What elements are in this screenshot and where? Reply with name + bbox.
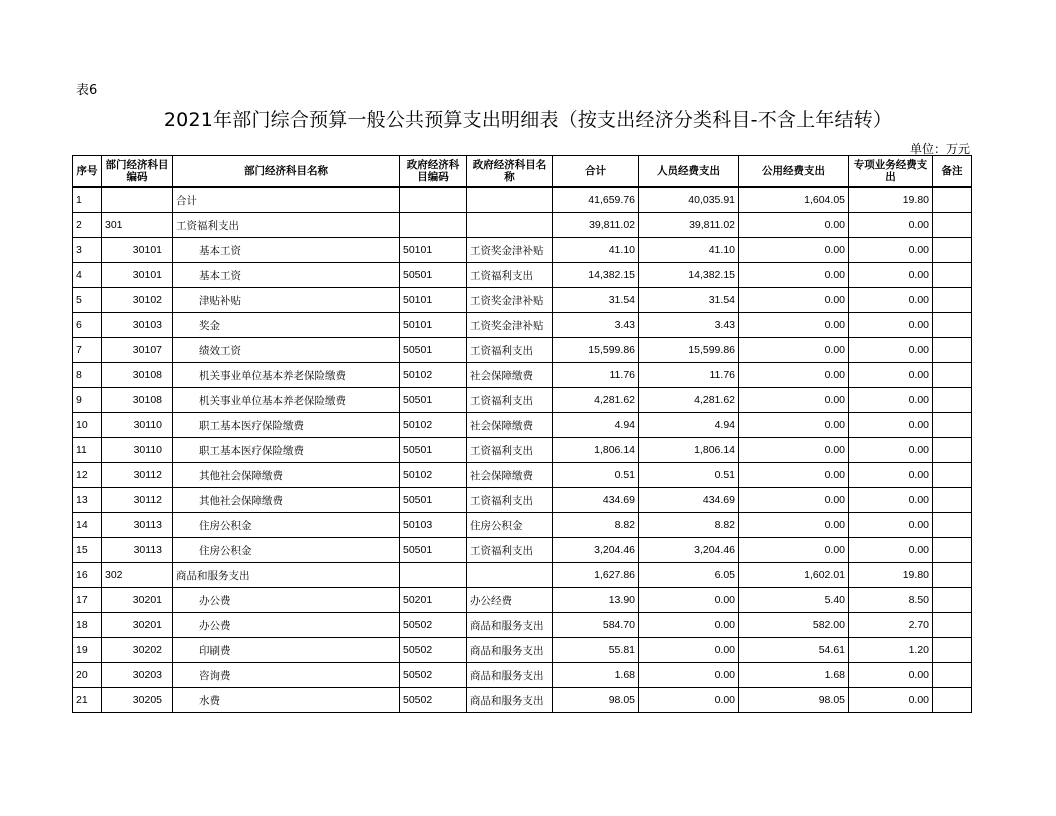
public-cell: 1.68 (739, 663, 849, 688)
gov-code-cell (400, 187, 467, 213)
public-cell: 0.00 (739, 363, 849, 388)
dept-code-cell: 30113 (102, 513, 173, 538)
dept-name-cell: 水费 (173, 688, 400, 713)
dept-code-cell: 30110 (102, 413, 173, 438)
unit-label: 单位：万元 (909, 142, 970, 156)
gov-name-cell (467, 213, 553, 238)
total-cell: 11.76 (553, 363, 639, 388)
table-row (73, 263, 972, 288)
table-row (73, 338, 972, 363)
seq-cell: 6 (73, 313, 102, 338)
dept-name-cell: 奖金 (173, 313, 400, 338)
table-row (73, 463, 972, 488)
total-cell: 1,806.14 (553, 438, 639, 463)
personnel-cell: 39,811.02 (639, 213, 739, 238)
dept-code-cell: 30110 (102, 438, 173, 463)
dept-code-cell: 30201 (102, 613, 173, 638)
public-cell: 0.00 (739, 438, 849, 463)
table-number-label: 表6 (76, 83, 98, 98)
special-cell: 0.00 (849, 388, 933, 413)
header-row (73, 156, 972, 188)
total-cell: 4.94 (553, 413, 639, 438)
public-cell: 582.00 (739, 613, 849, 638)
table-row (73, 563, 972, 588)
personnel-cell: 0.00 (639, 638, 739, 663)
special-cell: 2.70 (849, 613, 933, 638)
seq-cell: 7 (73, 338, 102, 363)
header-special: 专项业务经费支出 (849, 156, 933, 188)
public-cell: 0.00 (739, 513, 849, 538)
dept-code-cell: 301 (102, 213, 173, 238)
table-row (73, 588, 972, 613)
dept-name-cell: 住房公积金 (173, 513, 400, 538)
gov-name-cell: 商品和服务支出 (467, 613, 553, 638)
dept-name-cell: 商品和服务支出 (173, 563, 400, 588)
dept-code-cell: 302 (102, 563, 173, 588)
dept-code-cell: 30101 (102, 263, 173, 288)
gov-name-cell: 社会保障缴费 (467, 463, 553, 488)
seq-cell: 12 (73, 463, 102, 488)
note-cell (933, 588, 972, 613)
table-row (73, 613, 972, 638)
table-body (73, 187, 972, 713)
dept-code-cell: 30107 (102, 338, 173, 363)
note-cell (933, 213, 972, 238)
gov-code-cell: 50501 (400, 263, 467, 288)
gov-code-cell: 50501 (400, 338, 467, 363)
personnel-cell: 41.10 (639, 238, 739, 263)
dept-name-cell: 机关事业单位基本养老保险缴费 (173, 363, 400, 388)
special-cell: 0.00 (849, 338, 933, 363)
header-seq: 序号 (73, 156, 102, 188)
gov-name-cell: 工资奖金津补贴 (467, 238, 553, 263)
note-cell (933, 463, 972, 488)
table-row (73, 213, 972, 238)
dept-code-cell (102, 187, 173, 213)
table-row (73, 288, 972, 313)
dept-name-cell: 其他社会保障缴费 (173, 488, 400, 513)
personnel-cell: 434.69 (639, 488, 739, 513)
public-cell: 0.00 (739, 313, 849, 338)
table-row (73, 187, 972, 213)
seq-cell: 14 (73, 513, 102, 538)
note-cell (933, 513, 972, 538)
special-cell: 0.00 (849, 238, 933, 263)
special-cell: 0.00 (849, 413, 933, 438)
personnel-cell: 1,806.14 (639, 438, 739, 463)
seq-cell: 20 (73, 663, 102, 688)
special-cell: 0.00 (849, 438, 933, 463)
gov-code-cell: 50501 (400, 488, 467, 513)
personnel-cell: 8.82 (639, 513, 739, 538)
dept-code-cell: 30102 (102, 288, 173, 313)
table-row (73, 413, 972, 438)
dept-name-cell: 其他社会保障缴费 (173, 463, 400, 488)
special-cell: 1.20 (849, 638, 933, 663)
total-cell: 1,627.86 (553, 563, 639, 588)
dept-name-cell: 职工基本医疗保险缴费 (173, 438, 400, 463)
note-cell (933, 613, 972, 638)
dept-name-cell: 职工基本医疗保险缴费 (173, 413, 400, 438)
total-cell: 1.68 (553, 663, 639, 688)
gov-code-cell: 50102 (400, 413, 467, 438)
note-cell (933, 538, 972, 563)
personnel-cell: 11.76 (639, 363, 739, 388)
personnel-cell: 0.00 (639, 613, 739, 638)
total-cell: 434.69 (553, 488, 639, 513)
dept-code-cell: 30205 (102, 688, 173, 713)
total-cell: 55.81 (553, 638, 639, 663)
gov-name-cell: 商品和服务支出 (467, 663, 553, 688)
note-cell (933, 663, 972, 688)
gov-code-cell (400, 213, 467, 238)
personnel-cell: 3,204.46 (639, 538, 739, 563)
total-cell: 13.90 (553, 588, 639, 613)
personnel-cell: 4,281.62 (639, 388, 739, 413)
gov-name-cell (467, 563, 553, 588)
seq-cell: 11 (73, 438, 102, 463)
seq-cell: 9 (73, 388, 102, 413)
note-cell (933, 638, 972, 663)
dept-name-cell: 基本工资 (173, 238, 400, 263)
total-cell: 31.54 (553, 288, 639, 313)
table-row (73, 538, 972, 563)
public-cell: 1,604.05 (739, 187, 849, 213)
gov-code-cell: 50501 (400, 438, 467, 463)
dept-code-cell: 30113 (102, 538, 173, 563)
seq-cell: 15 (73, 538, 102, 563)
total-cell: 8.82 (553, 513, 639, 538)
note-cell (933, 363, 972, 388)
personnel-cell: 14,382.15 (639, 263, 739, 288)
note-cell (933, 563, 972, 588)
special-cell: 0.00 (849, 463, 933, 488)
gov-code-cell: 50501 (400, 538, 467, 563)
seq-cell: 8 (73, 363, 102, 388)
public-cell: 0.00 (739, 538, 849, 563)
header-dept-name: 部门经济科目名称 (173, 156, 400, 188)
gov-name-cell: 办公经费 (467, 588, 553, 613)
note-cell (933, 263, 972, 288)
gov-code-cell: 50101 (400, 238, 467, 263)
special-cell: 8.50 (849, 588, 933, 613)
special-cell: 0.00 (849, 213, 933, 238)
seq-cell: 17 (73, 588, 102, 613)
table-row (73, 313, 972, 338)
dept-name-cell: 合计 (173, 187, 400, 213)
special-cell: 0.00 (849, 663, 933, 688)
public-cell: 1,602.01 (739, 563, 849, 588)
note-cell (933, 187, 972, 213)
public-cell: 0.00 (739, 413, 849, 438)
header-total: 合计 (553, 156, 639, 188)
total-cell: 3.43 (553, 313, 639, 338)
public-cell: 98.05 (739, 688, 849, 713)
personnel-cell: 0.00 (639, 663, 739, 688)
note-cell (933, 238, 972, 263)
dept-code-cell: 30108 (102, 363, 173, 388)
personnel-cell: 31.54 (639, 288, 739, 313)
gov-name-cell: 工资福利支出 (467, 538, 553, 563)
special-cell: 0.00 (849, 538, 933, 563)
gov-name-cell: 社会保障缴费 (467, 413, 553, 438)
gov-name-cell: 商品和服务支出 (467, 688, 553, 713)
gov-code-cell: 50502 (400, 663, 467, 688)
dept-name-cell: 津贴补贴 (173, 288, 400, 313)
gov-name-cell: 商品和服务支出 (467, 638, 553, 663)
total-cell: 41,659.76 (553, 187, 639, 213)
special-cell: 19.80 (849, 563, 933, 588)
gov-code-cell: 50201 (400, 588, 467, 613)
dept-name-cell: 基本工资 (173, 263, 400, 288)
gov-code-cell: 50102 (400, 363, 467, 388)
dept-code-cell: 30112 (102, 463, 173, 488)
seq-cell: 16 (73, 563, 102, 588)
header-public: 公用经费支出 (739, 156, 849, 188)
total-cell: 584.70 (553, 613, 639, 638)
seq-cell: 13 (73, 488, 102, 513)
special-cell: 0.00 (849, 288, 933, 313)
public-cell: 0.00 (739, 213, 849, 238)
gov-code-cell: 50101 (400, 288, 467, 313)
total-cell: 14,382.15 (553, 263, 639, 288)
dept-name-cell: 住房公积金 (173, 538, 400, 563)
total-cell: 98.05 (553, 688, 639, 713)
table-row (73, 363, 972, 388)
dept-code-cell: 30202 (102, 638, 173, 663)
seq-cell: 1 (73, 187, 102, 213)
personnel-cell: 15,599.86 (639, 338, 739, 363)
dept-name-cell: 工资福利支出 (173, 213, 400, 238)
personnel-cell: 0.51 (639, 463, 739, 488)
seq-cell: 10 (73, 413, 102, 438)
special-cell: 0.00 (849, 263, 933, 288)
dept-code-cell: 30101 (102, 238, 173, 263)
table-row (73, 663, 972, 688)
gov-code-cell: 50501 (400, 388, 467, 413)
public-cell: 54.61 (739, 638, 849, 663)
gov-code-cell: 50502 (400, 688, 467, 713)
seq-cell: 4 (73, 263, 102, 288)
note-cell (933, 288, 972, 313)
seq-cell: 5 (73, 288, 102, 313)
dept-name-cell: 咨询费 (173, 663, 400, 688)
table-row (73, 438, 972, 463)
note-cell (933, 413, 972, 438)
dept-code-cell: 30203 (102, 663, 173, 688)
gov-code-cell: 50502 (400, 638, 467, 663)
public-cell: 0.00 (739, 263, 849, 288)
dept-code-cell: 30201 (102, 588, 173, 613)
gov-name-cell: 工资奖金津补贴 (467, 313, 553, 338)
note-cell (933, 338, 972, 363)
total-cell: 15,599.86 (553, 338, 639, 363)
public-cell: 0.00 (739, 463, 849, 488)
total-cell: 41.10 (553, 238, 639, 263)
note-cell (933, 388, 972, 413)
header-personnel: 人员经费支出 (639, 156, 739, 188)
note-cell (933, 313, 972, 338)
gov-name-cell (467, 187, 553, 213)
gov-name-cell: 工资奖金津补贴 (467, 288, 553, 313)
personnel-cell: 4.94 (639, 413, 739, 438)
gov-name-cell: 社会保障缴费 (467, 363, 553, 388)
gov-name-cell: 工资福利支出 (467, 388, 553, 413)
note-cell (933, 688, 972, 713)
dept-name-cell: 绩效工资 (173, 338, 400, 363)
special-cell: 0.00 (849, 363, 933, 388)
header-gov-name: 政府经济科目名称 (467, 156, 553, 188)
table-row (73, 638, 972, 663)
gov-name-cell: 工资福利支出 (467, 263, 553, 288)
gov-name-cell: 工资福利支出 (467, 488, 553, 513)
public-cell: 0.00 (739, 288, 849, 313)
gov-code-cell: 50502 (400, 613, 467, 638)
personnel-cell: 0.00 (639, 688, 739, 713)
table-row (73, 488, 972, 513)
public-cell: 0.00 (739, 388, 849, 413)
dept-name-cell: 印刷费 (173, 638, 400, 663)
special-cell: 0.00 (849, 313, 933, 338)
header-dept-code: 部门经济科目编码 (102, 156, 173, 188)
dept-code-cell: 30103 (102, 313, 173, 338)
special-cell: 0.00 (849, 513, 933, 538)
seq-cell: 19 (73, 638, 102, 663)
header-gov-code: 政府经济科目编码 (400, 156, 467, 188)
table-row (73, 388, 972, 413)
personnel-cell: 40,035.91 (639, 187, 739, 213)
public-cell: 0.00 (739, 238, 849, 263)
table-row (73, 513, 972, 538)
total-cell: 39,811.02 (553, 213, 639, 238)
seq-cell: 2 (73, 213, 102, 238)
header-note: 备注 (933, 156, 972, 188)
total-cell: 0.51 (553, 463, 639, 488)
gov-name-cell: 工资福利支出 (467, 438, 553, 463)
document-title: 2021年部门综合预算一般公共预算支出明细表（按支出经济分类科目-不含上年结转） (163, 109, 893, 131)
special-cell: 19.80 (849, 187, 933, 213)
gov-code-cell: 50102 (400, 463, 467, 488)
gov-name-cell: 工资福利支出 (467, 338, 553, 363)
note-cell (933, 438, 972, 463)
dept-name-cell: 办公费 (173, 613, 400, 638)
special-cell: 0.00 (849, 688, 933, 713)
public-cell: 0.00 (739, 488, 849, 513)
table-row (73, 238, 972, 263)
gov-code-cell: 50103 (400, 513, 467, 538)
gov-name-cell: 住房公积金 (467, 513, 553, 538)
budget-table (72, 155, 972, 713)
personnel-cell: 6.05 (639, 563, 739, 588)
dept-name-cell: 机关事业单位基本养老保险缴费 (173, 388, 400, 413)
note-cell (933, 488, 972, 513)
seq-cell: 18 (73, 613, 102, 638)
seq-cell: 3 (73, 238, 102, 263)
table-row (73, 688, 972, 713)
dept-code-cell: 30112 (102, 488, 173, 513)
special-cell: 0.00 (849, 488, 933, 513)
personnel-cell: 3.43 (639, 313, 739, 338)
personnel-cell: 0.00 (639, 588, 739, 613)
public-cell: 0.00 (739, 338, 849, 363)
public-cell: 5.40 (739, 588, 849, 613)
dept-code-cell: 30108 (102, 388, 173, 413)
gov-code-cell (400, 563, 467, 588)
total-cell: 4,281.62 (553, 388, 639, 413)
total-cell: 3,204.46 (553, 538, 639, 563)
gov-code-cell: 50101 (400, 313, 467, 338)
dept-name-cell: 办公费 (173, 588, 400, 613)
seq-cell: 21 (73, 688, 102, 713)
